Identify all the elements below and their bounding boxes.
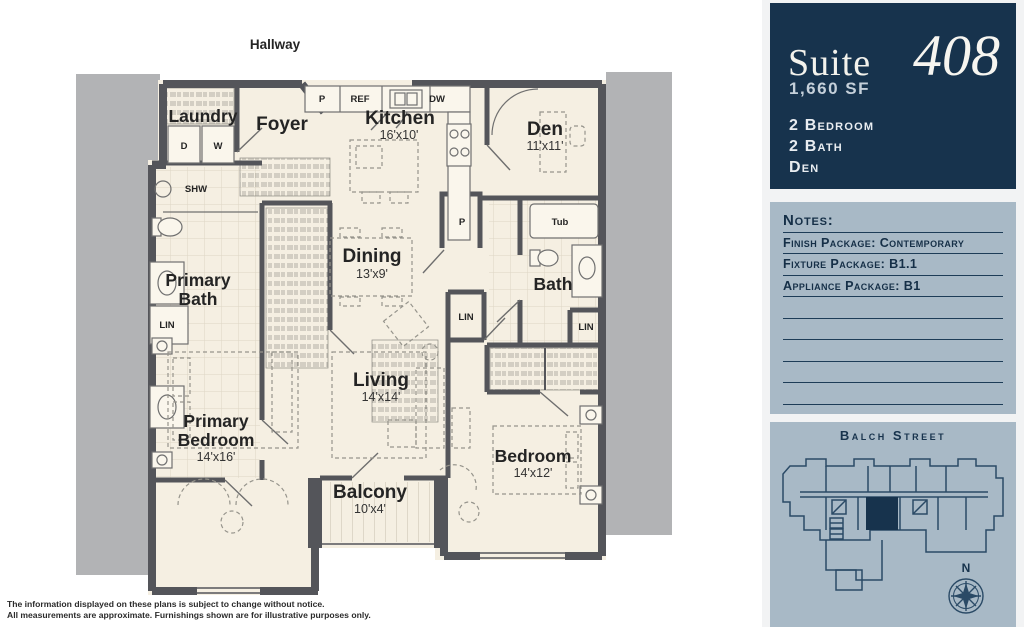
label-linen-2: LIN [458,312,474,323]
label-dryer: D [180,141,188,152]
highlighted-suite-408 [866,497,898,530]
label-primary-bath-2: Bath [178,289,218,309]
label-linen-1: LIN [159,320,175,331]
info-sidebar [762,0,1024,627]
note-blank-line [783,383,1003,405]
label-washer: W [213,141,223,152]
label-pantry-2: P [458,217,466,228]
label-bath: Bath [533,274,573,294]
compass-rose-icon [949,579,983,613]
label-fridge: REF [350,94,370,105]
note-blank-line [783,319,1003,341]
label-primary-bedroom-1: Primary [183,411,249,431]
label-primary-bedroom-2: Bedroom [177,430,255,450]
label-dishwasher: DW [429,94,445,105]
suite-number: 408 [913,23,1000,88]
label-hallway: Hallway [249,37,301,52]
note-appliance-package: Appliance Package: B1 [783,276,1003,298]
note-blank-line [783,297,1003,319]
building-key-plan [770,444,1016,627]
dims-primary-bedroom: 14'x16' [196,450,236,464]
dims-bedroom: 14'x12' [513,466,553,480]
notes-title: Notes: [783,211,1003,233]
label-pantry: P [318,94,326,105]
compass-n-label: N [961,561,971,575]
dims-dining: 13'x9' [356,267,388,281]
site-key-plan-panel [770,422,1016,627]
dims-kitchen: 16'x10' [379,128,419,142]
label-balcony: Balcony [333,482,407,503]
label-living: Living [353,370,409,391]
disclaimer-line-2: All measurements are approximate. Furnishings shown are for illustrative purposes only. [7,609,371,620]
square-footage: 1,660 SF [789,79,870,98]
label-tub: Tub [551,217,569,228]
notes-panel [770,202,1016,414]
label-bedroom: Bedroom [494,446,572,466]
feature-bedrooms: 2 Bedroom [789,117,875,134]
dims-living: 14'x14' [361,390,401,404]
dims-balcony: 10'x4' [354,502,386,516]
note-blank-line [783,340,1003,362]
street-name: Balch Street [839,428,947,443]
label-dining: Dining [342,246,402,267]
label-kitchen: Kitchen [365,108,435,129]
label-primary-bath-1: Primary [165,270,231,290]
label-foyer: Foyer [256,114,308,135]
dims-den: 11'x11' [526,139,564,153]
label-den: Den [527,119,563,140]
feature-baths: 2 Bath [789,138,843,155]
label-laundry: Laundry [168,106,238,126]
suite-header-panel [770,3,1016,189]
note-blank-line [783,362,1003,384]
suite-label: Suite [788,42,872,84]
note-fixture-package: Fixture Package: B1.1 [783,254,1003,276]
feature-den: Den [789,159,820,176]
label-shower: SHW [184,184,208,195]
note-finish-package: Finish Package: Contemporary [783,233,1003,255]
disclaimer [7,599,371,620]
disclaimer-line-1: The information displayed on these plans is subject to change without notice. [7,599,325,609]
label-linen-3: LIN [578,322,594,333]
feature-list [789,115,874,178]
